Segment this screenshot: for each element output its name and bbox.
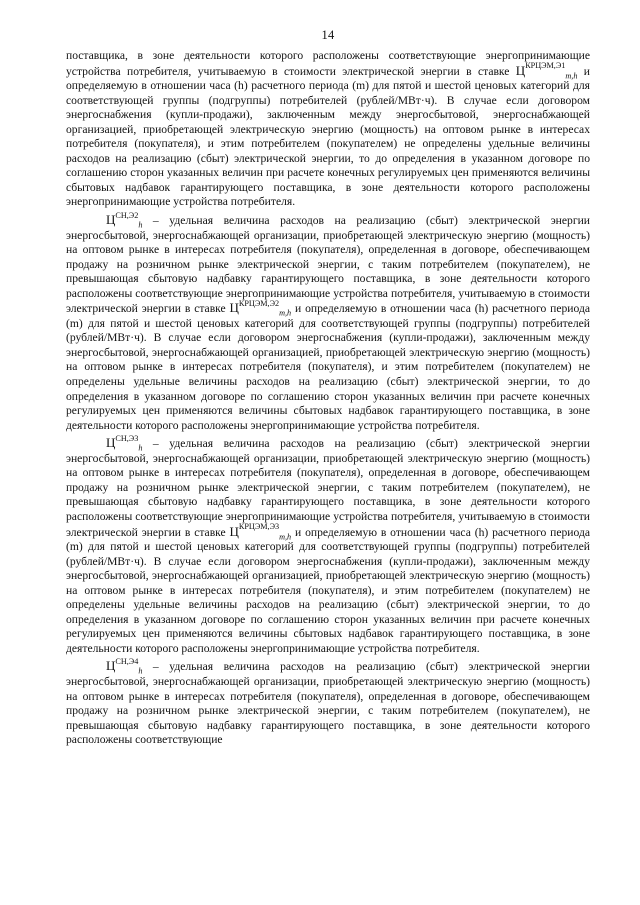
paragraph-e2-text-after: и определяемую в отношении часа (h) расчетного периода (m) для пятой и шестой ценовых категорий для соответствующей группы (подгруппы) потребителей (рублей/МВт·ч). В случае если договором энергоснабжения (купли-продажи), заключенным между энергосбытовой, энергоснабжающей организацией, приобретающей электрическую энергию (мощность) на оптовом рынке в интересах потребителя (покупателя), и этим потребителем (покупателем) не определены удельные величины расходов на реализацию (сбыт) электрической энергии, то до определения в указанном договоре по соглашению сторон указанных величин при расчете конечных регулируемых цен применяются величины сбытовых надбавок гарантирующего поставщика, в зоне деятельности которого расположены энергопринимающие устройства потребителя. (66, 302, 590, 432)
intro-paragraph (66, 49, 590, 210)
formula-symbol-rate-e1: $Ц^{КРЦЭМ,Э1}_{m,h}$ (515, 61, 578, 81)
formula-symbol-markup-e2: $Ц^{СН,Э2}_h$ (106, 210, 143, 230)
paragraph-e2 (66, 210, 590, 433)
formula-symbol-markup-e4: $Ц^{СН,Э4}_h$ (106, 657, 143, 677)
formula-symbol-rate-e3: $Ц^{КРЦЭМ,Э3}_{m,h}$ (229, 522, 292, 542)
page-number: 14 (321, 28, 335, 42)
paragraph-e3-text-after: и определяемую в отношении часа (h) расчетного периода (m) для пятой и шестой ценовых категорий для соответствующей группы (подгруппы) потребителей (рублей/МВт·ч). В случае если договором энергоснабжения (купли-продажи), заключенным между энергосбытовой, энергоснабжающей организацией, приобретающей электрическую энергию (мощность) на оптовом рынке в интересах потребителя (покупателя), и этим потребителем (покупателем) не определены удельные величины расходов на реализацию (сбыт) электрической энергии, то до определения в указанном договоре по соглашению сторон указанных величин при расчете конечных регулируемых цен применяются величины сбытовых надбавок гарантирующего поставщика, в зоне деятельности которого расположены энергопринимающие устройства потребителя. (66, 525, 590, 655)
paragraph-e4 (66, 659, 590, 747)
intro-text-after: и определяемую в отношении часа (h) расчетного периода (m) для пятой и шестой ценовых категорий для соответствующей группы (подгруппы) потребителей (рублей/МВт·ч). В случае если договором энергоснабжения (купли-продажи), заключенным между энергосбытовой, энергоснабжающей организацией, приобретающей электрическую энергию (мощность) на оптовом рынке в интересах потребителя (покупателя), и этим потребителем (покупателем) не определены удельные величины расходов на реализацию (сбыт) электрической энергии, то до определения в указанном договоре по соглашению сторон указанных величин при расчете конечных регулируемых цен применяются величины сбытовых надбавок гарантирующего поставщика, в зоне деятельности которого расположены энергопринимающие устройства потребителя. (66, 64, 590, 209)
formula-symbol-markup-e3: $Ц^{СН,Э3}_h$ (106, 433, 143, 453)
paragraph-e2-text-before: – удельная величина расходов на реализацию (сбыт) электрической энергии энергосбытовой, энергоснабжающей организации, приобретающей электрическую энергию (мощность) на оптовом рынке в интересах потребителя (покупателя), определенная в договоре, обеспечивающем продажу на розничном рынке электрической энергии, с таким потребителем (покупателем), не превышающая сбытовую надбавку гарантирующего поставщика, в зоне деятельности которого расположены соответствующие энергопринимающие устройства потребителя, учитываемую в стоимости электрической энергии в ставке (66, 214, 590, 316)
paragraph-e3-text-before: – удельная величина расходов на реализацию (сбыт) электрической энергии энергосбытовой, энергоснабжающей организации, приобретающей электрическую энергию (мощность) на оптовом рынке в интересах потребителя (покупателя), определенная в договоре, обеспечивающем продажу на розничном рынке электрической энергии, с таким потребителем (покупателем), не превышающая сбытовую надбавку гарантирующего поставщика, в зоне деятельности которого расположены соответствующие энергопринимающие устройства потребителя, учитываемую в стоимости электрической энергии в ставке (66, 437, 590, 539)
paragraph-e3 (66, 433, 590, 656)
formula-symbol-rate-e2: $Ц^{КРЦЭМ,Э2}_{m,h}$ (229, 298, 292, 318)
paragraph-e4-text-before: – удельная величина расходов на реализацию (сбыт) электрической энергии энергосбытовой, энергоснабжающей организации, приобретающей электрическую энергию (мощность) на оптовом рынке в интересах потребителя (покупателя), определенная в договоре, обеспечивающем продажу на розничном рынке электрической энергии, с таким потребителем (покупателем), не превышающая сбытовую надбавку гарантирующего поставщика, в зоне деятельности которого расположены соответствующие (66, 660, 590, 747)
intro-text-before: поставщика, в зоне деятельности которого расположены соответствующие энергопринимающие устройства потребителя, учитываемую в стоимости электрической энергии в ставке (66, 49, 590, 78)
